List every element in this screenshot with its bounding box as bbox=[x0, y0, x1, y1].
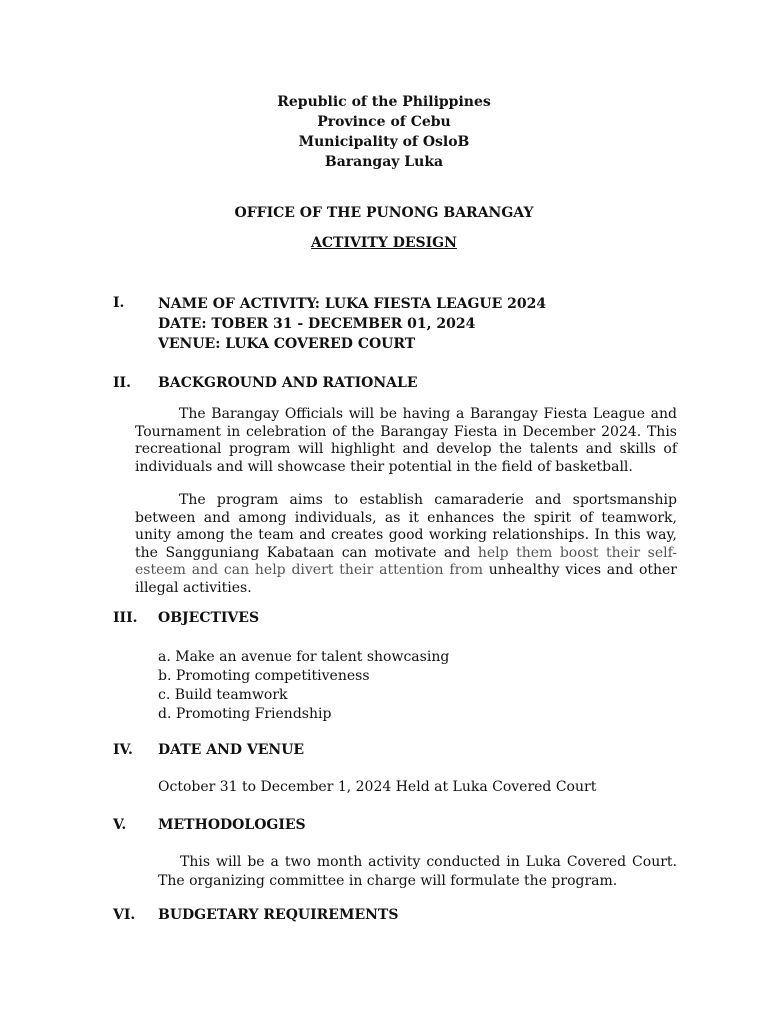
section-5-title: METHODOLOGIES bbox=[158, 817, 306, 833]
section-2-title: BACKGROUND AND RATIONALE bbox=[158, 375, 418, 391]
section-6-number: VI. bbox=[113, 907, 136, 923]
methodologies-text: This will be a two month activity conducted in Luka Covered Court. The organizing committee in charge will formulate the program. bbox=[158, 854, 677, 889]
section-3-title: OBJECTIVES bbox=[158, 610, 260, 626]
letterhead bbox=[0, 92, 768, 172]
section-4-number: IV. bbox=[113, 742, 133, 758]
section-6-title: BUDGETARY REQUIREMENTS bbox=[158, 907, 399, 923]
section-4-title: DATE AND VENUE bbox=[158, 742, 305, 758]
rationale-paragraph-1: The Barangay Officials will be having a Barangay Fiesta League and Tournament in celebration of the Barangay Fiesta in December 2024. This recreational program will highlight and develop the talents and skills of individuals and will showcase their potential in the field of basketball. bbox=[135, 406, 677, 475]
activity-date: DATE: TOBER 31 - DECEMBER 01, 2024 bbox=[158, 316, 476, 332]
section-5-number: V. bbox=[113, 817, 127, 833]
header-municipality: Municipality of OsloB bbox=[298, 134, 470, 150]
section-1-number: I. bbox=[113, 295, 125, 311]
doc-title-wrap bbox=[0, 233, 768, 253]
document-title: ACTIVITY DESIGN bbox=[311, 235, 457, 251]
header-barangay: Barangay Luka bbox=[324, 154, 444, 170]
section-3-number: III. bbox=[113, 610, 138, 626]
rationale-p2-main: The program aims to establish camaraderie and sportsmanship between and among individuals, as it enhances the spirit of teamwork, unity among the team and creates good working relationships. In this way, the Sangguniang Kabataan can motivate and bbox=[135, 492, 677, 561]
activity-venue: VENUE: LUKA COVERED COURT bbox=[158, 336, 416, 352]
rationale-p2-end: unhealthy vices and other illegal activities. bbox=[135, 562, 677, 596]
objective-item: a. Make an avenue for talent showcasing bbox=[158, 649, 450, 665]
date-venue-text: October 31 to December 1, 2024 Held at Luka Covered Court bbox=[158, 779, 597, 795]
objective-item: d. Promoting Friendship bbox=[158, 706, 332, 722]
header-republic: Republic of the Philippines bbox=[277, 94, 491, 110]
section-2-number: II. bbox=[113, 375, 131, 391]
rationale-p2-grey: help them boost their self-esteem and can help divert their attention from bbox=[135, 544, 677, 578]
objective-item: c. Build teamwork bbox=[158, 687, 288, 703]
office-title: OFFICE OF THE PUNONG BARANGAY bbox=[234, 205, 534, 221]
header-province: Province of Cebu bbox=[317, 114, 451, 130]
objective-item: b. Promoting competitiveness bbox=[158, 668, 370, 684]
objectives-list bbox=[158, 648, 449, 724]
rationale-paragraph-2 bbox=[135, 492, 677, 597]
activity-name: NAME OF ACTIVITY: LUKA FIESTA LEAGUE 2024 bbox=[158, 296, 547, 312]
